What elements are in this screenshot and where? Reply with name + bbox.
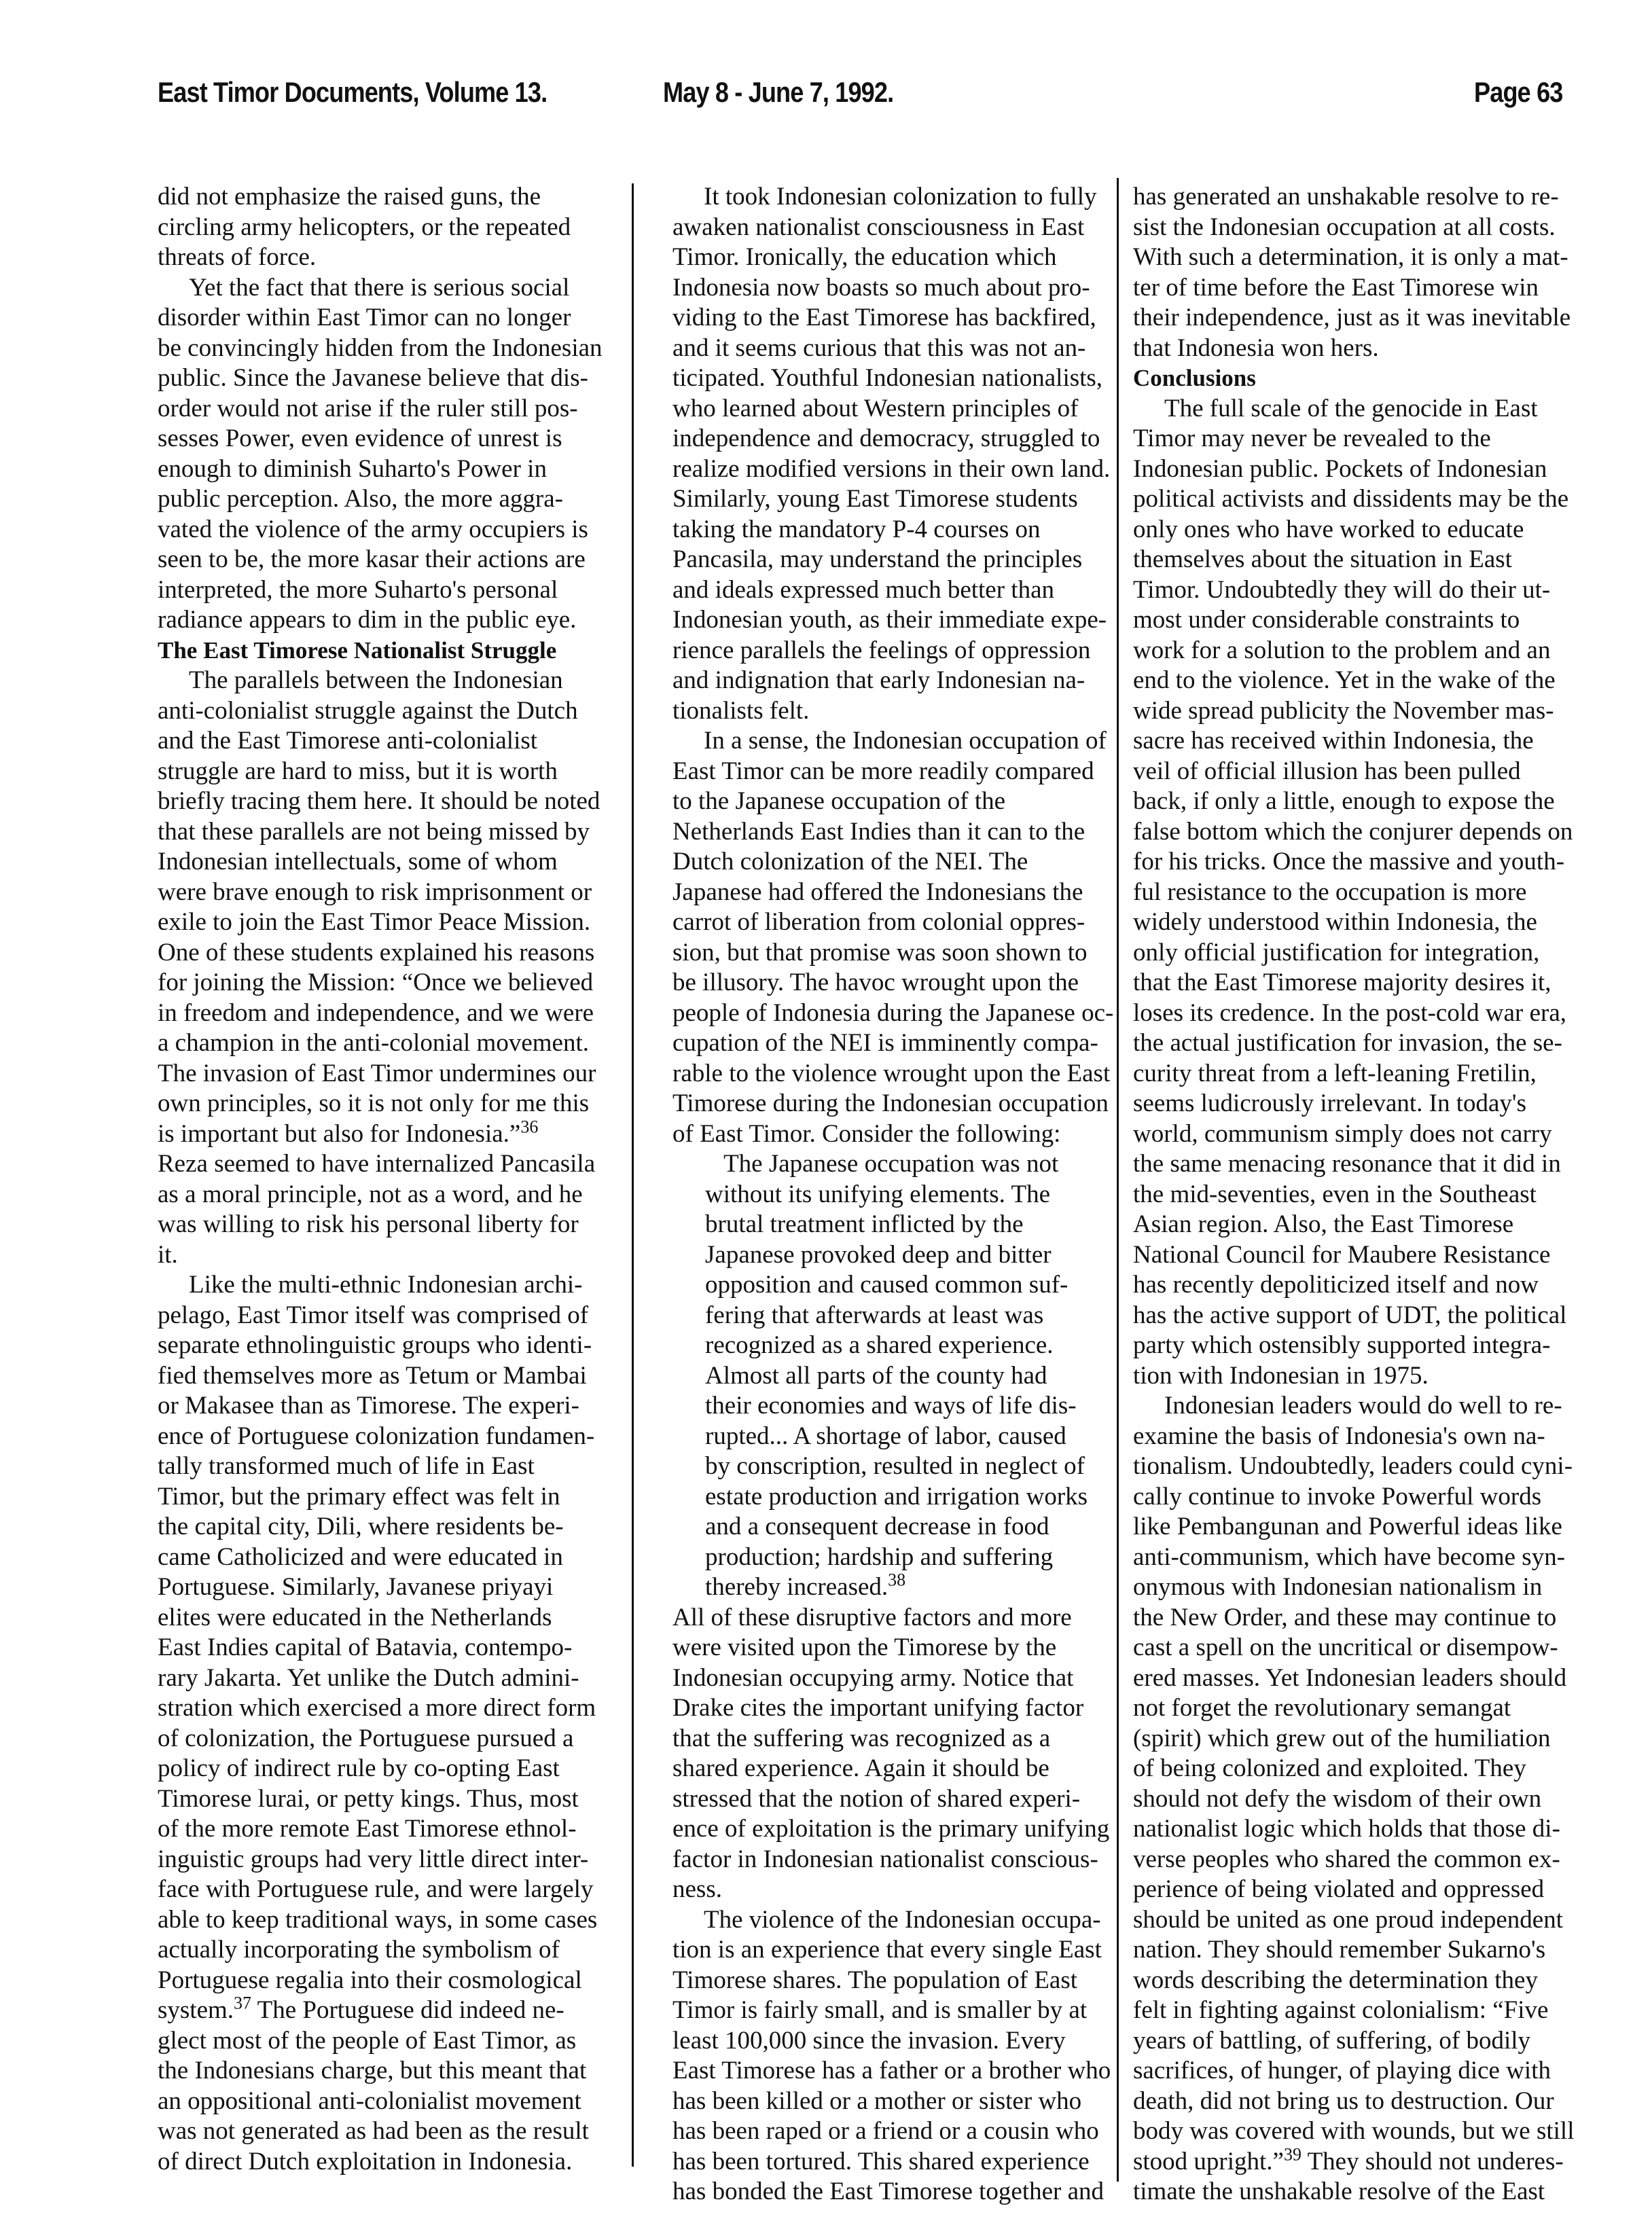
paragraph — [158, 182, 606, 273]
block-quote — [672, 1149, 1121, 1603]
paragraph — [672, 182, 1121, 726]
text-column-2 — [672, 182, 1121, 2207]
text-column-3 — [1133, 182, 1581, 2207]
paragraph — [1133, 182, 1581, 363]
text-run: did not emphasize the raised guns, the circling army helicopters, or the repeated threats of force. — [158, 183, 571, 271]
text-run: Yet the fact that there is serious social disorder within East Timor can no longer be convincingly hidden from the Indonesian public. Since the Javanese believe that dis- order would not arise if the ruler still pos- sesses Power, even evidence of unrest is enough to diminish Suharto's Power in public perception. Also, the more aggra- vated the violence of the army occupiers is seen to be, the more kasar their actions are interpreted, the more Suharto's personal radiance appears to dim in the public eye. — [158, 273, 603, 634]
paragraph — [672, 1603, 1121, 1905]
running-header-title: East Timor Documents, Volume 13. — [158, 76, 547, 108]
text-run: The Japanese occupation was not without its unifying elements. The brutal treatment inflicted by the Japanese provoked deep and bitter opposition and caused common suf- fering that afterwards at least was recognized as a shared experience. Almost all parts of the county had their economies and ways of life dis- rupted... A shortage of labor, caused by conscription, resulted in neglect of estate production and irrigation works and a consequent decrease in food production; hardship and suffering thereby increased. — [705, 1150, 1088, 1601]
paragraph — [158, 273, 606, 636]
text-run: The full scale of the genocide in East Timor may never be revealed to the Indonesian public. Pockets of Indonesian political activists and dissidents may be the only ones who have worked to educate themselves about the situation in East Timor. Undoubtedly they will do their ut- most under considerable constraints to work for a solution to the problem and an end to the violence. Yet in the wake of the wide spread publicity the November mas- sacre has received within Indonesia, the veil of official illusion has been pulled back, if only a little, enough to expose the false bottom which the conjurer depends on for his tricks. Once the massive and youth- ful resistance to the occupation is more widely understood within Indonesia, the only official justification for integration, that the East Timorese majority desires it, loses its credence. In the post-cold war era, the actual justification for invasion, the se- curity threat from a left-leaning Fretilin, seems ludicrously irrelevant. In today's world, communism simply does not carry the same menacing resonance that it did in the mid-seventies, even in the Southeast Asian region. Also, the East Timorese National Council for Maubere Resistance has recently depoliticized itself and now has the active support of UDT, the political party which ostensibly supported integra- tion with Indonesian in 1975. — [1133, 394, 1573, 1390]
paragraph — [158, 1270, 606, 2177]
page-number: Page 63 — [1474, 76, 1563, 108]
paragraph — [158, 666, 606, 1270]
column-divider — [632, 183, 634, 2167]
footnote-marker: 38 — [888, 1570, 906, 1590]
text-run: Like the multi-ethnic Indonesian archi- pelago, East Timor itself was comprised of separate ethnolinguistic groups who identi- fied themselves more as Tetum or Mambai or Makasee than as Timorese. The experi- ence of Portuguese colonization fundamen- tally transformed much of life in East Timor, but the primary effect was felt in the capital city, Dili, where residents be- came Catholicized and were educated in Portuguese. Similarly, Javanese priyayi elites were educated in the Netherlands East Indies capital of Batavia, contempo- rary Jakarta. Yet unlike the Dutch admini- stration which exercised a more direct form of colonization, the Portuguese pursued a policy of indirect rule by co-opting East Timorese lurai, or petty kings. Thus, most of the more remote East Timorese ethnol- inguistic groups had very little direct inter- face with Portuguese rule, and were largely able to keep traditional ways, in some cases actually incorporating the symbolism of Portuguese regalia into their cosmological system. — [158, 1271, 598, 2024]
text-run: Indonesian leaders would do well to re- examine the basis of Indonesia's own na- tionalism. Undoubtedly, leaders could cyni- cally continue to invoke Powerful words like Pembangunan and Powerful ideas like anti-communism, which have become syn- onymous with Indonesian nationalism in the New Order, and these may continue to cast a spell on the uncritical or disempow- ered masses. Yet Indonesian leaders should not forget the revolutionary semangat (spirit) which grew out of the humiliation of being colonized and exploited. They should not defy the wisdom of their own nationalist logic which holds that those di- verse peoples who shared the common ex- perience of being violated and oppressed should be united as one proud independent nation. They should remember Sukarno's words describing the determination they felt in fighting against colonialism: “Five years of battling, of suffering, of bodily sacrifices, of hunger, of playing dice with death, did not bring us to destruction. Our body was covered with wounds, but we still stood upright.” — [1133, 1392, 1575, 2175]
paragraph — [1133, 1391, 1581, 2207]
text-column-1 — [158, 182, 606, 2177]
column-divider — [1117, 178, 1119, 2182]
text-run: Reza seemed to have internalized Pancasila as a moral principle, not as a word, and he was willing to risk his personal liberty for it. — [158, 1150, 596, 1269]
paragraph — [672, 726, 1121, 1149]
paragraph — [1133, 394, 1581, 1392]
text-run: The violence of the Indonesian occupa- tion is an experience that every single East Timorese shares. The population of East Timor is fairly small, and is smaller by at least 100,000 since the invasion. Every East Timorese has a father or a brother who has been killed or a mother or sister who has been raped or a friend or a cousin who has been tortured. This shared experience has bonded the East Timorese together and — [672, 1905, 1111, 2205]
text-run: All of these disruptive factors and more were visited upon the Timorese by the Indonesian occupying army. Notice that Drake cites the important unifying factor that the suffering was recognized as a shared experience. Again it should be stressed that the notion of shared experi- ence of exploitation is the primary unifying factor in Indonesian nationalist conscious- ness. — [672, 1603, 1110, 1903]
footnote-marker: 36 — [520, 1117, 539, 1137]
text-run: They should not underes- timate the unshakable resolve of the East — [1133, 2147, 1564, 2205]
section-heading — [1133, 363, 1581, 394]
text-run: Conclusions — [1133, 365, 1256, 391]
text-run: has generated an unshakable resolve to re- sist the Indonesian occupation at all costs. With such a determination, it is only a mat- ter of time before the East Timorese win their independence, just as it was inevitable that Indonesia won hers. — [1133, 183, 1571, 362]
footnote-marker: 39 — [1283, 2144, 1301, 2165]
text-run: The Portuguese did indeed ne- glect most of the people of East Timor, as the Indonesians charge, but this meant that an oppositional anti-colonialist movement was not generated as had been as the result of direct Dutch exploitation in Indonesia. — [158, 1996, 589, 2175]
text-run: The East Timorese Nationalist Struggle — [158, 636, 557, 664]
footnote-marker: 37 — [234, 1993, 252, 2013]
paragraph — [672, 1905, 1121, 2207]
text-run: The parallels between the Indonesian anti-colonialist struggle against the Dutch and the East Timorese anti-colonialist struggle are hard to miss, but it is worth briefly tracing them here. It should be noted that these parallels are not being missed by Indonesian intellectuals, some of whom were brave enough to risk imprisonment or exile to join the East Timor Peace Mission. One of these students explained his reasons for joining the Mission: “Once we believed in freedom and independence, and we were a champion in the anti-colonial movement. The invasion of East Timor undermines our own principles, so it is not only for me this is important but also for Indonesia.” — [158, 666, 600, 1148]
running-header-date: May 8 - June 7, 1992. — [663, 76, 894, 108]
section-heading — [158, 636, 606, 666]
text-run: It took Indonesian colonization to fully awaken nationalist consciousness in East Timor. Ironically, the education which Indonesia now boasts so much about pro- viding to the East Timorese has backfired, and it seems curious that this was not an- ticipated. Youthful Indonesian nationalists, who learned about Western principles of independence and democracy, struggled to realize modified versions in their own land. Similarly, young East Timorese students taking the mandatory P-4 courses on Pancasila, may understand the principles and ideals expressed much better than Indonesian youth, as their immediate expe- rience parallels the feelings of oppression and indignation that early Indonesian na- tionalists felt. — [672, 183, 1111, 725]
text-run: In a sense, the Indonesian occupation of East Timor can be more readily compared to the Japanese occupation of the Netherlands East Indies than it can to the Dutch colonization of the NEI. The Japanese had offered the Indonesians the carrot of liberation from colonial oppres- sion, but that promise was soon shown to be illusory. The havoc wrought upon the people of Indonesia during the Japanese oc- cupation of the NEI is imminently compa- rable to the violence wrought upon the East Timorese during the Indonesian occupation of East Timor. Consider the following: — [672, 727, 1114, 1148]
